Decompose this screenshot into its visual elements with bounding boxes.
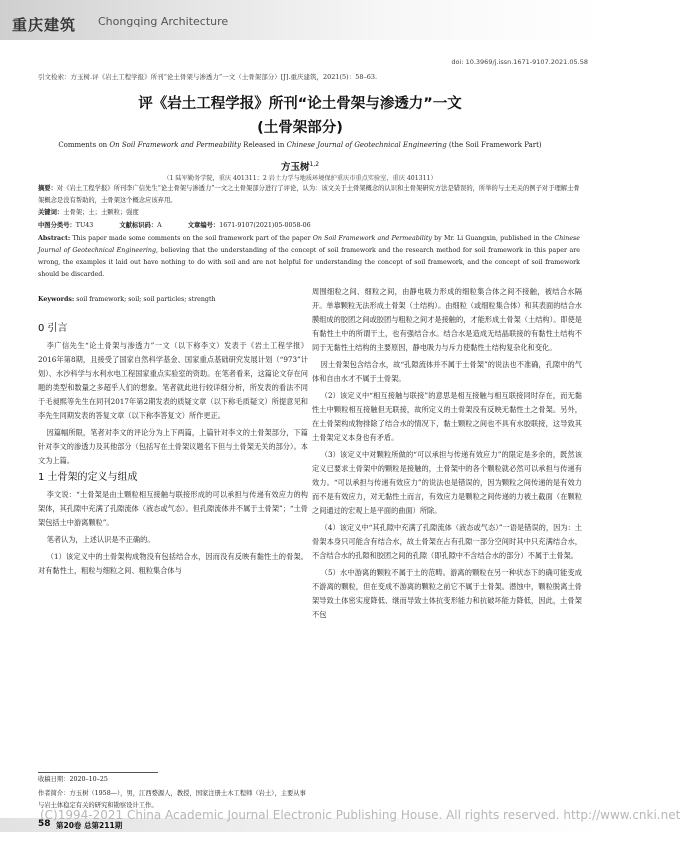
section-0-heading: 0 引言 <box>38 323 68 334</box>
keywords-en-text: soil framework; soil; soil particles; strength <box>74 296 216 303</box>
keywords-zh-text: 土骨架；土；土颗粒；强度 <box>63 209 139 216</box>
paragraph: （5）水中游离的颗粒不属于土的范畴。游离的颗粒在另一种状态下的确可能变成不游离的颗粒，但在变成不游离的颗粒之前它不属于土骨架。潜蚀中，颗粒脱离土骨架导致土体密实度降低、继而导致土体抗变形能力和抗破坏能力降低，因此，土骨架不包 <box>312 568 582 619</box>
paragraph: 因土骨架包含结合水，故“孔隙流体并不属于土骨架”的说法也不准确，孔隙中的气体和自由水才不属于土骨架。 <box>312 360 582 383</box>
english-title-ital1: On Soil Framework and Permeability <box>109 141 241 149</box>
paragraph: 因篇幅所限，笔者对李文的评论分为上下两篇，上篇针对李文的土骨架部分，下篇针对李文的渗透力及其他部分（包括写在土骨架议题名下但与土骨架无关的部分）。本文为上篇。 <box>38 428 308 465</box>
english-title-post: (the Soil Framework Part) <box>446 141 542 149</box>
english-title-mid: Released in <box>240 141 287 149</box>
paragraph: （2）该定义中“相互接触与联接”的意思是相互接触与相互联接同时存在，而无黏性土中颗粒相互接触但无联接，故所定义的土骨架没有反映无黏性土之骨架。另外，在土骨架构成物排除了结合水的情况下，黏土颗粒之间也不具有水胶联接，这导致其土骨架定义本身也有矛盾。 <box>312 391 582 442</box>
abstract-zh-label: 摘要： <box>38 185 57 192</box>
author-affiliation-marks: 1,2 <box>309 160 320 168</box>
right-column <box>312 285 582 625</box>
keywords-zh-label: 关键词： <box>38 209 64 216</box>
keywords-zh <box>38 207 580 219</box>
classification-line <box>38 220 580 232</box>
journal-logo: 重庆建筑 <box>12 16 77 34</box>
citation: 引文检索：方玉树.评《岩土工程学报》所刊“论土骨架与渗透力”一文（土骨架部分）[J].重庆建筑，2021(5)：58–63. <box>38 73 378 81</box>
english-title-ital2: Chinese Journal of Geotechnical Engineering <box>286 141 447 149</box>
english-title-pre: Comments on <box>58 141 110 149</box>
abstract-en <box>38 233 580 281</box>
doc-code-value: A <box>157 222 162 229</box>
issue-info: 第20卷 总第211期 <box>56 821 123 830</box>
author-line <box>20 159 580 173</box>
received-date: 收稿日期：2020–10–25 <box>38 776 108 783</box>
left-column <box>38 322 308 581</box>
article-no-label: 文章编号： <box>187 222 220 229</box>
abstract-zh <box>38 183 580 207</box>
cnki-watermark: (C)1994-2021 China Academic Journal Electronic Publishing House. All rights reserved. http://www.cnki.net <box>40 808 680 822</box>
author-bio: 作者简介：方玉树（1958—），男，江西婺源人，教授，国家注册土木工程师（岩土），主要从事与岩土体稳定有关的研究和勘察设计工作。 <box>38 790 306 809</box>
section-1-heading: 1 土骨架的定义与组成 <box>38 472 138 483</box>
footnote-divider <box>38 772 158 773</box>
abstract-en-part1: This paper made some comments on the soil framework part of the paper <box>70 235 313 242</box>
class-label: 中图分类号： <box>38 222 76 229</box>
paragraph: （4）该定义中“其孔隙中充满了孔隙流体（液态或气态）”一语是错误的，因为：土骨架本身只可能含有结合水，故土骨架在占有孔隙一部分空间时其中只充满结合水，不含结合水的孔隙和胶团之间的孔隙（即孔隙中不含结合水的部分）不属于土骨架。 <box>312 523 582 560</box>
page-number: 58 <box>38 819 51 829</box>
abstract-en-label: Abstract: <box>38 235 71 242</box>
affiliation: （1 陆军勤务学院，重庆 401311；2 岩土力学与地质环境保护重庆市重点实验室，重庆 401311） <box>163 175 437 182</box>
header-band <box>0 0 600 40</box>
class-value: TU43 <box>75 222 94 229</box>
paragraph: 李广信先生“论土骨架与渗透力”一文（以下称李文）发表于《岩土工程学报》2016年第8期，且接受了国家自然科学基金、国家重点基础研究发展计划（“973”计划）、水沙科学与水利水电工程国家重点实验室的资助。在笔者看来，这篇论文存在问题的类型和数量之多超乎人们的想象。笔者就此进行较详细分析，所发表的看法不同于毛昶熙等先生在同刊2017年第2期发表的质疑文章（以下称毛质疑文）所提意见和李先生同期发表的答复文章（以下称李答复文）所作更正。 <box>38 341 308 420</box>
abstract-en-part3: , believing that the understanding of the concept of soil framework and the research method for soil framework in this paper are wrong, the examples it laid out have nothing to do with soil and are not helpful for understanding the concept of soil framework, and the concept of soil framework should be discarded. <box>38 247 580 278</box>
paragraph: 笔者认为，上述认识是不正确的。 <box>46 535 155 544</box>
abstract-en-ital1: On Soil Framework and Permeability <box>312 235 432 242</box>
article-title: 评《岩土工程学报》所刊“论土骨架与渗透力”一文 <box>138 96 462 112</box>
journal-english-name: Chongqing Architecture <box>98 15 229 28</box>
paragraph: 周围细粒之间、细粒之间，由静电吸力形成的细粒集合体之间不接触，被结合水隔开。单靠颗粒无法形成土骨架（土结构）。由细粒（或细粒集合体）和其表面的结合水膜组成的胶团之间或胶团与粗粒之间才是接触的，才能形成土骨架（土结构）。即使是有黏性土中的所谓干土，也有强结合水。结合水是造成无结晶联接的有黏性土结构不同于无黏性土结构的主要原因，静电吸力与斥力使黏性土结构复杂化和变化。 <box>312 287 582 352</box>
author-name: 方玉树 <box>280 162 310 173</box>
doc-code-label: 文献标识码： <box>119 222 158 229</box>
abstract-zh-text: 对《岩土工程学报》所刊李广信先生“论土骨架与渗透力”一文之土骨架部分进行了评论，认为：该文关于土骨架概念的认识和土骨架研究方法是错误的，所举的与土无关的例子对于理解土骨架概念是没有帮助的，土骨架这个概念应该弃用。 <box>38 185 580 204</box>
doi: doi: 10.3969/j.issn.1671-9107.2021.05.58 <box>451 58 588 66</box>
keywords-en-label: Keywords: <box>38 296 75 303</box>
abstract-en-ital2: Chinese Journal of Geotechnical Engineering <box>38 235 581 254</box>
paragraph: 李文说：“土骨架是由土颗粒相互接触与联接形成的可以承担与传递有效应力的构架体，其孔隙中充满了孔隙流体（液态或气态）。但孔隙流体并不属于土骨架”；“土骨架包括土中游离颗粒”。 <box>38 490 308 527</box>
english-title <box>30 140 570 151</box>
paragraph: （1）该定义中的土骨架构成物没有包括结合水，因而没有反映有黏性土的骨架。对有黏性土，粗粒与细粒之间、粗粒集合体与 <box>38 552 308 575</box>
article-no-value: 1671-9107(2021)05-0058-06 <box>219 222 311 229</box>
abstract-en-part2: by Mr. Li Guangxin, published in the <box>431 235 555 242</box>
paragraph: （3）该定义中对颗粒所做的“可以承担与传递有效应力”的限定是多余的，既然该定义已要求土骨架中的颗粒是接触的，土骨架中的各个颗粒就必然可以承担与传递有效力。“可以承担与传递有效应力”的说法也是错误的，因为颗粒之间传递的是有效力而不是有效应力，对无黏性土而言，有效应力是颗粒之间传递的力被土截面（在颗粒之间通过的宏观上是平面的曲面）所除。 <box>312 450 582 515</box>
article-subtitle: (土骨架部分) <box>257 120 343 136</box>
